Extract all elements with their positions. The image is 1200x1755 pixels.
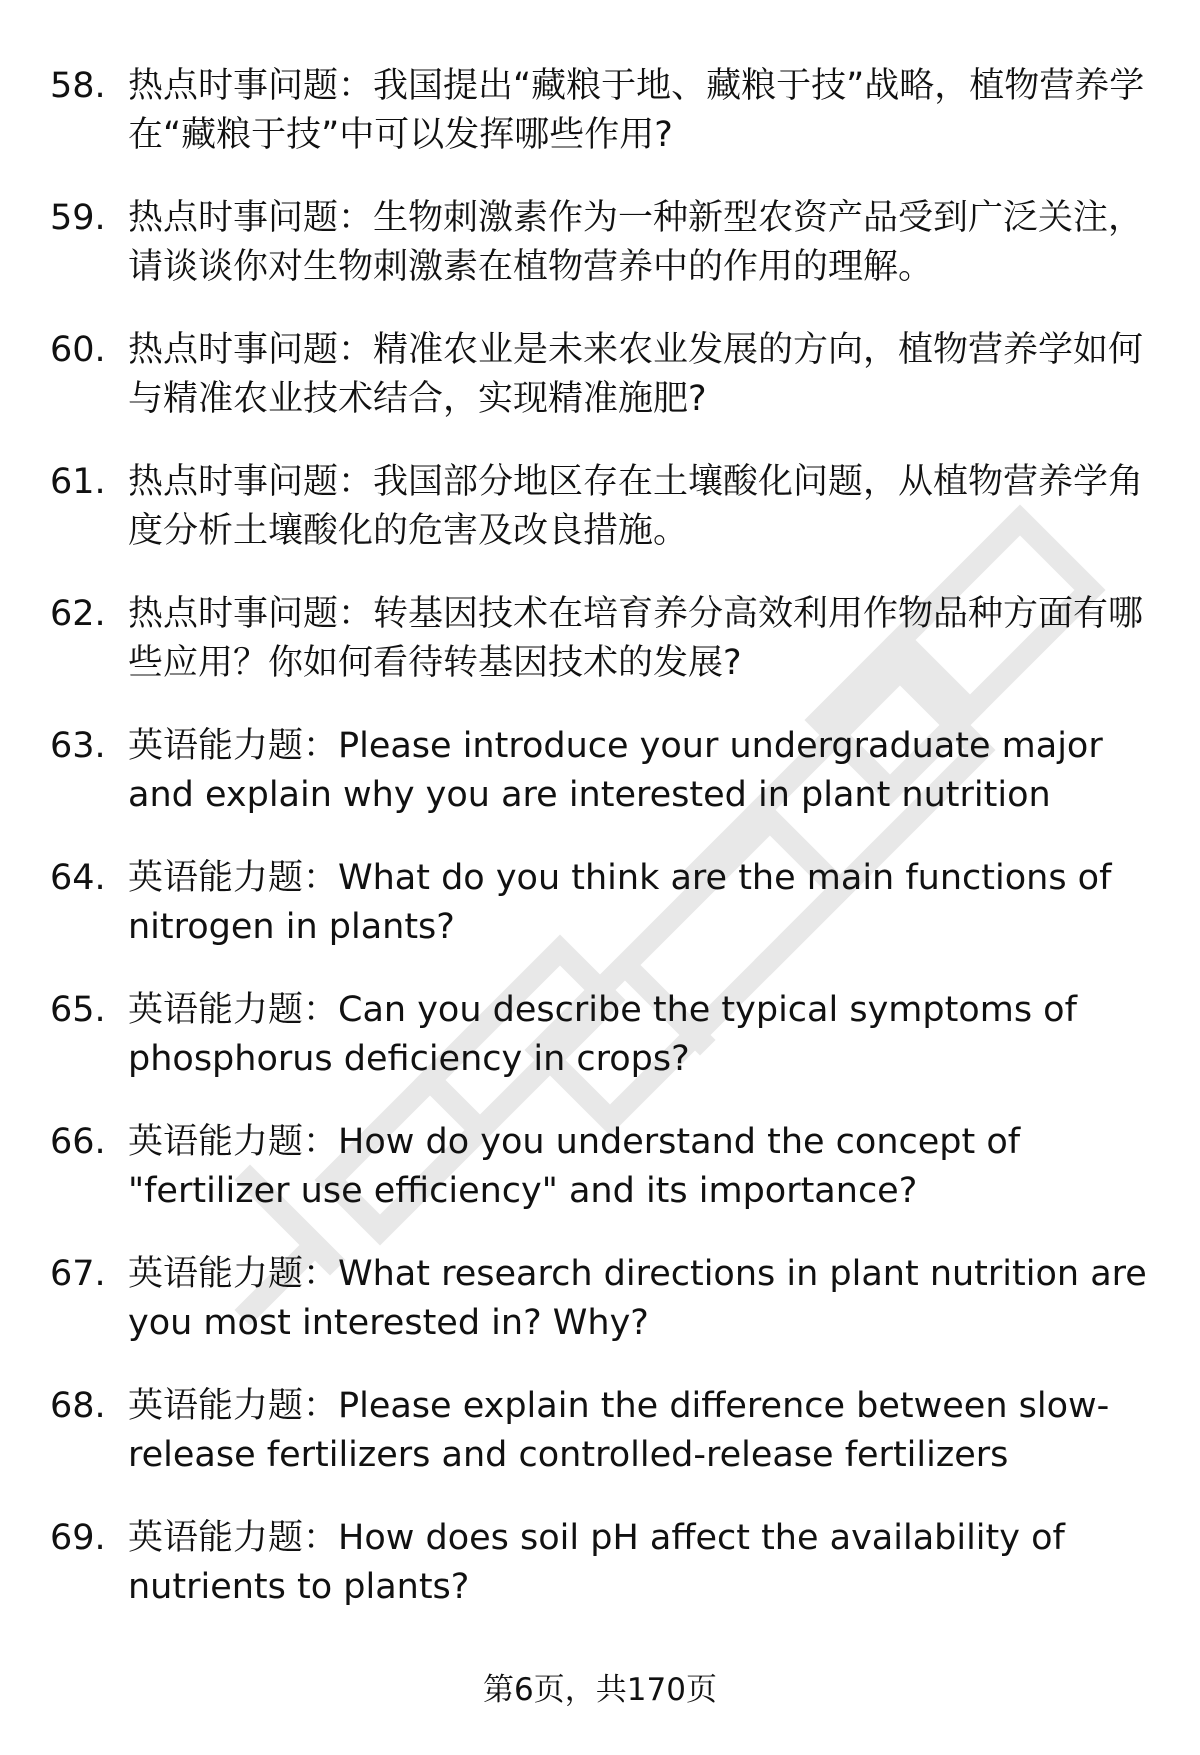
question-item: [50, 458, 1150, 556]
question-item: [50, 854, 1150, 952]
question-text: 热点时事问题：我国提出“藏粮于地、藏粮于技”战略，植物营养学在“藏粮于技”中可以发挥哪些作用?: [128, 66, 1145, 155]
question-number: 61.: [50, 462, 106, 502]
question-item: [50, 986, 1150, 1084]
question-text: 英语能力题：Please explain the difference between slow-release fertilizers and controlled-release fertilizers: [128, 1386, 1110, 1475]
question-number: 67.: [50, 1254, 106, 1294]
question-item: [50, 1382, 1150, 1480]
question-text: 热点时事问题：精准农业是未来农业发展的方向，植物营养学如何与精准农业技术结合，实现精准施肥?: [128, 330, 1144, 419]
question-text: 英语能力题：How does soil pH affect the availability of nutrients to plants?: [128, 1518, 1065, 1607]
question-item: [50, 1118, 1150, 1216]
question-number: 65.: [50, 990, 106, 1030]
question-item: [50, 1250, 1150, 1348]
question-item: [50, 62, 1150, 160]
question-number: 60.: [50, 330, 106, 370]
question-number: 62.: [50, 594, 106, 634]
question-number: 68.: [50, 1386, 106, 1426]
question-text: 英语能力题：What do you think are the main functions of nitrogen in plants?: [128, 858, 1112, 947]
question-item: [50, 590, 1150, 688]
question-text: 热点时事问题：转基因技术在培育养分高效利用作物品种方面有哪些应用？你如何看待转基因技术的发展?: [128, 594, 1144, 683]
question-number: 63.: [50, 726, 106, 766]
question-list: [50, 62, 1150, 1646]
question-text: 热点时事问题：我国部分地区存在土壤酸化问题，从植物营养学角度分析土壤酸化的危害及改良措施。: [128, 462, 1144, 551]
question-item: [50, 722, 1150, 820]
question-item: [50, 194, 1150, 292]
question-text: 英语能力题：How do you understand the concept of "fertilizer use efficiency" and its importance?: [128, 1122, 1021, 1211]
question-text: 英语能力题：Please introduce your undergraduate major and explain why you are interested in plant nutrition: [128, 726, 1103, 815]
question-number: 58.: [50, 66, 106, 106]
question-number: 64.: [50, 858, 106, 898]
question-number: 69.: [50, 1518, 106, 1558]
question-text: 热点时事问题：生物刺激素作为一种新型农资产品受到广泛关注，请谈谈你对生物刺激素在植物营养中的作用的理解。: [128, 198, 1144, 287]
page-footer: 第6页，共170页: [483, 1672, 717, 1708]
question-number: 59.: [50, 198, 106, 238]
question-text: 英语能力题：What research directions in plant nutrition are you most interested in? Why?: [128, 1254, 1147, 1343]
question-item: [50, 326, 1150, 424]
question-item: [50, 1514, 1150, 1612]
question-text: 英语能力题：Can you describe the typical symptoms of phosphorus deficiency in crops?: [128, 990, 1077, 1079]
question-number: 66.: [50, 1122, 106, 1162]
